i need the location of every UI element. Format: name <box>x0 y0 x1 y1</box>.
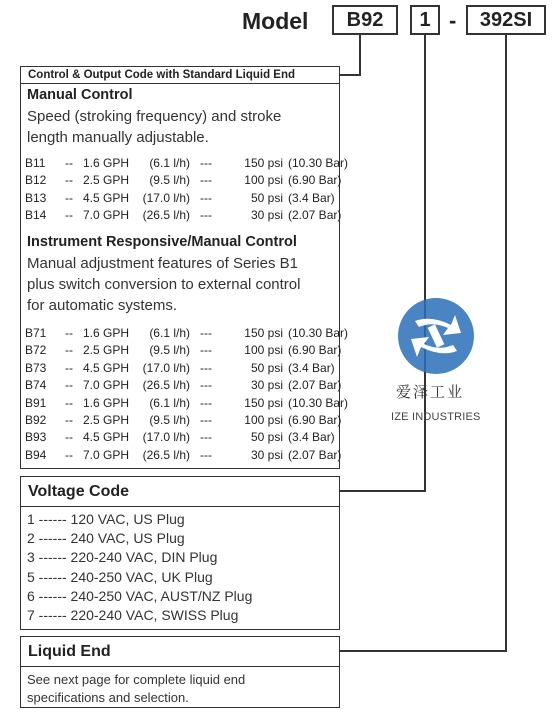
instrument-cell-dash1: -- <box>65 413 73 427</box>
instrument-cell-bar: (10.30 Bar) <box>288 326 349 340</box>
instrument-cell-model: B94 <box>25 447 47 462</box>
instrument-cell-model: B91 <box>25 395 47 410</box>
manual-cell-psi: 50 psi <box>250 190 283 205</box>
instrument-cell-bar: (10.30 Bar) <box>288 395 349 410</box>
manual-cell-psi: 30 psi <box>250 208 283 223</box>
liquid-end-desc <box>27 671 245 707</box>
list-item: 6 ------ 240-250 VAC, AUST/NZ Plug <box>27 587 253 604</box>
instrument-cell-psi: 50 psi <box>250 430 283 445</box>
manual-cell-gph: 2.5 GPH <box>83 173 130 188</box>
instrument-cell-dash1: -- <box>65 378 73 393</box>
instrument-cell-psi: 30 psi <box>250 378 283 393</box>
instrument-cell-psi: 30 psi <box>250 447 283 462</box>
connector-line-model-h <box>338 74 361 76</box>
instrument-cell-bar: (6.90 Bar) <box>288 413 342 427</box>
model-label: Model <box>242 8 309 34</box>
manual-cell-lh: (9.5 l/h) <box>149 173 190 188</box>
voltage-code-header <box>21 477 339 507</box>
list-item: 3 ------ 220-240 VAC, DIN Plug <box>27 549 218 566</box>
instrument-cell-model: B93 <box>25 430 47 445</box>
instrument-cell-dash1: -- <box>65 395 73 410</box>
list-item: 5 ------ 240-250 VAC, UK Plug <box>27 568 213 585</box>
liquid-end-header <box>21 637 339 667</box>
voltage-code-box: 1 <box>410 5 440 35</box>
manual-cell-lh: (26.5 l/h) <box>142 208 190 223</box>
manual-cell-dash1: -- <box>65 190 73 205</box>
instrument-cell-psi: 150 psi <box>244 326 283 340</box>
instrument-cell-dash2: --- <box>200 360 212 375</box>
instrument-cell-gph: 2.5 GPH <box>83 413 130 427</box>
manual-cell-dash1: -- <box>65 208 73 223</box>
instrument-cell-dash2: --- <box>200 430 212 445</box>
instrument-cell-psi: 100 psi <box>244 413 283 427</box>
instrument-cell-lh: (26.5 l/h) <box>142 447 190 462</box>
instrument-cell-dash2: --- <box>200 378 212 393</box>
instrument-control-desc <box>27 253 327 316</box>
instrument-cell-gph: 1.6 GPH <box>83 326 130 340</box>
instrument-cell-lh: (17.0 l/h) <box>142 360 190 375</box>
manual-cell-gph: 7.0 GPH <box>83 208 130 223</box>
manual-control-desc <box>27 106 327 148</box>
manual-desc-line1: Speed (stroking frequency) and stroke <box>27 108 282 125</box>
connector-line-liquid-h <box>340 650 507 652</box>
instrument-desc-line2: plus switch conversion to external control <box>27 276 301 293</box>
liquid-desc-line1: See next page for complete liquid end <box>27 672 246 687</box>
manual-desc-line2: length manually adjustable. <box>27 129 209 146</box>
instrument-cell-gph: 4.5 GPH <box>83 430 130 445</box>
instrument-control-title: Instrument Responsive/Manual Control <box>27 234 297 250</box>
instrument-cell-dash1: -- <box>65 360 73 375</box>
instrument-cell-psi: 50 psi <box>250 360 283 375</box>
instrument-cell-bar: (2.07 Bar) <box>288 378 342 393</box>
instrument-cell-dash2: --- <box>200 326 212 340</box>
instrument-cell-dash1: -- <box>65 326 73 340</box>
instrument-cell-dash2: --- <box>200 447 212 462</box>
manual-cell-bar: (2.07 Bar) <box>288 208 342 223</box>
manual-cell-model: B14 <box>25 208 47 223</box>
manual-cell-dash2: --- <box>200 156 212 170</box>
manual-cell-bar: (6.90 Bar) <box>288 173 342 188</box>
liquid-end-title: Liquid End <box>28 643 111 660</box>
instrument-cell-lh: (6.1 l/h) <box>149 395 190 410</box>
instrument-cell-bar: (3.4 Bar) <box>288 430 335 445</box>
voltage-code-title: Voltage Code <box>28 483 130 500</box>
manual-cell-dash2: --- <box>200 173 212 188</box>
instrument-cell-gph: 2.5 GPH <box>83 343 130 358</box>
instrument-cell-model: B73 <box>25 360 47 375</box>
instrument-cell-psi: 150 psi <box>244 395 283 410</box>
control-output-title: Control & Output Code with Standard Liquid End <box>21 67 339 84</box>
instrument-cell-lh: (26.5 l/h) <box>142 378 190 393</box>
instrument-cell-dash2: --- <box>200 413 212 427</box>
connector-line-liquid <box>505 35 507 651</box>
manual-cell-gph: 1.6 GPH <box>83 156 130 170</box>
manual-cell-lh: (17.0 l/h) <box>142 190 190 205</box>
model-code-box: B92 <box>332 5 398 35</box>
instrument-cell-dash2: --- <box>200 343 212 358</box>
manual-cell-dash1: -- <box>65 156 73 170</box>
instrument-cell-bar: (2.07 Bar) <box>288 447 342 462</box>
liquid-end-code-box: 392SI <box>466 5 546 35</box>
instrument-cell-psi: 100 psi <box>244 343 283 358</box>
connector-line-model <box>359 35 361 75</box>
instrument-cell-gph: 4.5 GPH <box>83 360 130 375</box>
manual-cell-bar: (3.4 Bar) <box>288 190 335 205</box>
instrument-cell-model: B74 <box>25 378 47 393</box>
connector-line-voltage-h <box>340 490 426 492</box>
code-separator: - <box>449 8 457 33</box>
instrument-cell-gph: 7.0 GPH <box>83 378 130 393</box>
manual-cell-dash2: --- <box>200 208 212 223</box>
instrument-cell-dash2: --- <box>200 395 212 410</box>
instrument-cell-dash1: -- <box>65 343 73 358</box>
liquid-desc-line2: specifications and selection. <box>27 690 189 705</box>
list-item: 7 ------ 220-240 VAC, SWISS Plug <box>27 607 239 623</box>
instrument-cell-lh: (9.5 l/h) <box>149 413 190 427</box>
list-item: 1 ------ 120 VAC, US Plug <box>27 511 185 527</box>
manual-cell-dash2: --- <box>200 190 212 205</box>
instrument-cell-bar: (3.4 Bar) <box>288 360 335 375</box>
instrument-cell-dash1: -- <box>65 447 73 462</box>
instrument-cell-gph: 1.6 GPH <box>83 395 130 410</box>
instrument-cell-gph: 7.0 GPH <box>83 447 130 462</box>
manual-control-title: Manual Control <box>27 87 133 103</box>
ize-logo-icon <box>395 295 477 377</box>
instrument-cell-lh: (9.5 l/h) <box>149 343 190 358</box>
instrument-desc-line3: for automatic systems. <box>27 297 178 314</box>
instrument-cell-lh: (6.1 l/h) <box>149 326 190 340</box>
instrument-cell-dash1: -- <box>65 430 73 445</box>
instrument-cell-model: B72 <box>25 343 47 358</box>
manual-cell-model: B12 <box>25 173 47 188</box>
manual-cell-lh: (6.1 l/h) <box>149 156 190 170</box>
manual-cell-bar: (10.30 Bar) <box>288 156 349 170</box>
manual-cell-psi: 150 psi <box>244 156 283 170</box>
instrument-cell-bar: (6.90 Bar) <box>288 343 342 358</box>
instrument-cell-model: B71 <box>25 326 47 340</box>
list-item: 2 ------ 240 VAC, US Plug <box>27 530 185 547</box>
instrument-cell-lh: (17.0 l/h) <box>142 430 190 445</box>
instrument-desc-line1: Manual adjustment features of Series B1 <box>27 255 298 272</box>
instrument-cell-model: B92 <box>25 413 47 427</box>
manual-cell-gph: 4.5 GPH <box>83 190 130 205</box>
manual-cell-model: B11 <box>25 156 46 170</box>
watermark-brand-en: IZE INDUSTRIES <box>391 411 481 423</box>
manual-cell-dash1: -- <box>65 173 73 188</box>
manual-cell-psi: 100 psi <box>244 173 283 188</box>
watermark-brand-cn: 爱泽工业 <box>396 384 465 401</box>
manual-cell-model: B13 <box>25 190 47 205</box>
